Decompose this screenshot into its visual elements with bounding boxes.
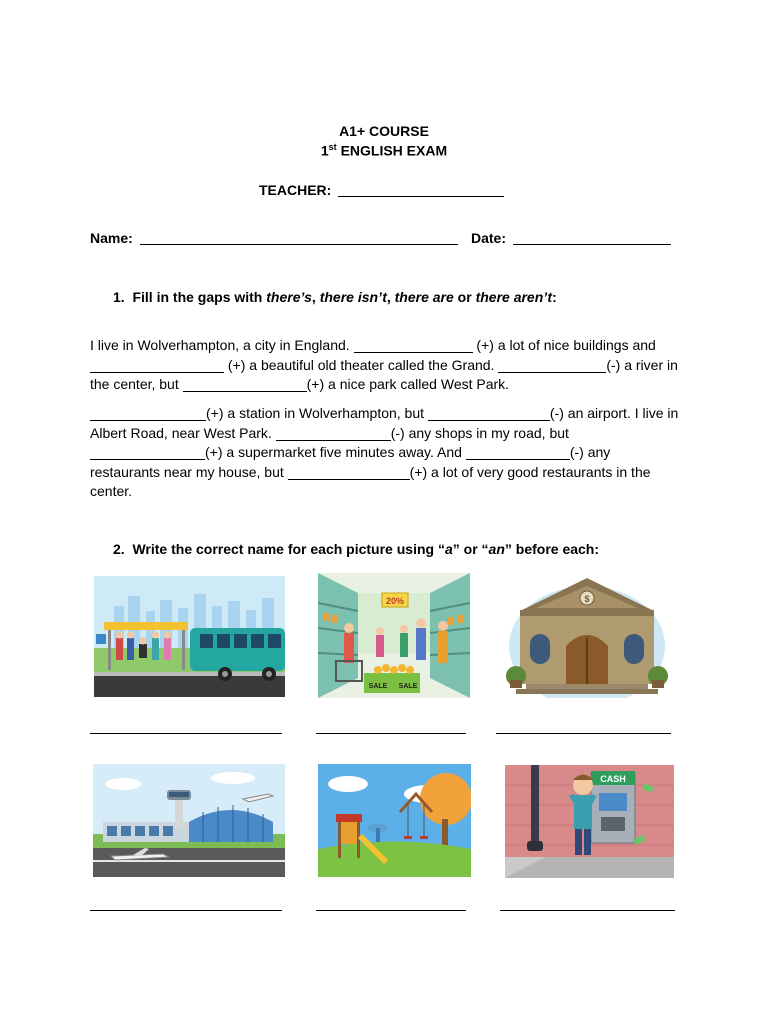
text: (+) a nice park called West Park. xyxy=(306,376,510,392)
sep: , xyxy=(311,289,320,305)
name-label: Name: xyxy=(90,230,133,246)
exam-title xyxy=(0,142,768,159)
exercise1-paragraph-1 xyxy=(90,336,682,395)
text: I live in Wolverhampton, a city in England. xyxy=(90,337,354,353)
gap-input[interactable] xyxy=(183,378,307,392)
park-picture xyxy=(318,764,471,877)
text: ” before each: xyxy=(504,541,600,557)
date-label: Date: xyxy=(471,230,507,246)
answer-line-2[interactable] xyxy=(316,733,466,734)
exam-number-suffix: st xyxy=(328,142,337,152)
option-there-isnt: there isn’t xyxy=(319,289,387,305)
exercise1-paragraph-2 xyxy=(90,404,682,502)
teacher-row xyxy=(259,182,504,198)
svg-text:$: $ xyxy=(584,594,590,604)
option-there-are: there are xyxy=(394,289,454,305)
gap-input[interactable] xyxy=(90,359,224,373)
discount-sign: 20% xyxy=(385,596,405,606)
text: ” or “ xyxy=(452,541,489,557)
cash-machine-picture xyxy=(505,765,674,878)
teacher-label: TEACHER: xyxy=(259,182,332,198)
answer-line-1[interactable] xyxy=(90,733,282,734)
text: (+) a lot of very good restaurants in the center. xyxy=(90,463,651,499)
text: (-) any restaurants near my house, but xyxy=(90,444,611,480)
exercise1-intro: Fill in the gaps with xyxy=(132,289,267,305)
supermarket-picture xyxy=(318,573,470,698)
cash-sign: CASH xyxy=(600,774,626,784)
article-a: a xyxy=(444,541,453,557)
gap-input[interactable] xyxy=(354,339,473,353)
answer-line-5[interactable] xyxy=(316,910,466,911)
airport-picture xyxy=(93,764,285,877)
colon: : xyxy=(552,289,557,305)
exam-number: 1 xyxy=(320,142,329,159)
sep: or xyxy=(453,289,476,305)
exercise1-heading xyxy=(113,289,557,305)
gap-input[interactable] xyxy=(288,466,410,480)
sale-label-right: SALE xyxy=(398,683,418,690)
gap-input[interactable] xyxy=(428,407,550,421)
teacher-field[interactable] xyxy=(338,182,504,197)
answer-line-4[interactable] xyxy=(90,910,282,911)
gap-input[interactable] xyxy=(498,359,606,373)
gap-input[interactable] xyxy=(276,427,391,441)
date-field[interactable] xyxy=(513,230,671,245)
text: (+) a lot of nice buildings and xyxy=(472,337,656,353)
text: Write the correct name for each picture using “ xyxy=(132,541,445,557)
exam-title-text: ENGLISH EXAM xyxy=(340,142,448,159)
bank-picture xyxy=(506,576,668,698)
gap-input[interactable] xyxy=(466,446,570,460)
option-there-arent: there aren’t xyxy=(475,289,553,305)
bus-stop-picture xyxy=(94,576,285,697)
name-row xyxy=(90,230,458,246)
sep: , xyxy=(386,289,395,305)
gap-input[interactable] xyxy=(90,446,205,460)
text: (+) a supermarket five minutes away. And xyxy=(205,444,466,460)
course-title: A1+ COURSE xyxy=(339,123,429,139)
text: (+) a station in Wolverhampton, but xyxy=(206,405,428,421)
text: (-) a river in the center, but xyxy=(90,356,678,392)
date-row xyxy=(471,230,671,246)
option-theres: there’s xyxy=(266,289,312,305)
exercise1-number: 1. xyxy=(113,289,125,305)
exercise2-number: 2. xyxy=(113,541,125,557)
name-field[interactable] xyxy=(140,230,458,245)
exercise2-heading xyxy=(113,541,599,557)
article-an: an xyxy=(488,541,505,557)
gap-input[interactable] xyxy=(90,407,206,421)
sale-label-left: SALE xyxy=(368,683,388,690)
text: (+) a beautiful old theater called the Grand. xyxy=(224,356,499,373)
answer-line-6[interactable] xyxy=(500,910,675,911)
text: (-) an airport. I live in Albert Road, near West Park. xyxy=(90,405,679,441)
text: (-) any shops in my road, but xyxy=(390,424,569,441)
answer-line-3[interactable] xyxy=(496,733,671,734)
